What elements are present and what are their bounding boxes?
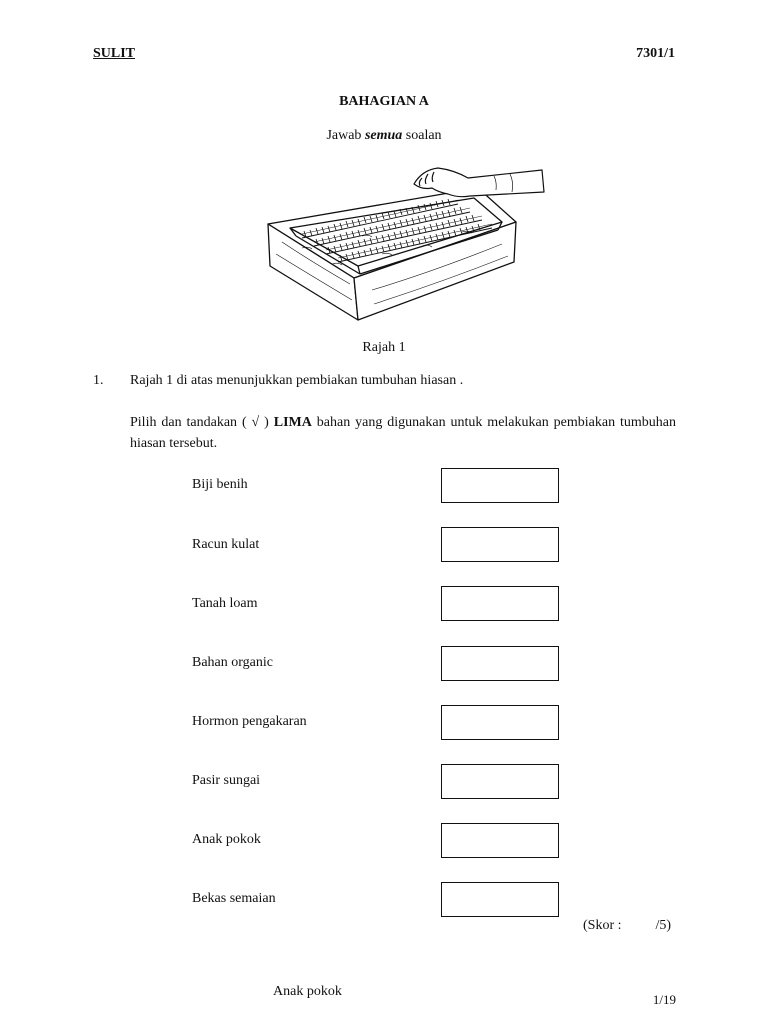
option-checkbox[interactable]: [441, 764, 559, 799]
option-label: Pasir sungai: [192, 773, 261, 788]
option-checkbox[interactable]: [441, 823, 559, 858]
option-checkbox[interactable]: [441, 468, 559, 503]
score-value: /5): [655, 918, 672, 933]
answer-instruction: [0, 128, 768, 144]
score-box: [583, 918, 671, 934]
section-title: BAHAGIAN A: [339, 94, 429, 109]
option-checkbox[interactable]: [441, 705, 559, 740]
option-label: Hormon pengakaran: [192, 714, 307, 729]
instruction-before: Jawab: [326, 128, 365, 143]
header-classification: SULIT: [93, 46, 136, 61]
question-instruction-after: bahan yang digunakan untuk melakukan pembiakan tumbuhan hiasan tersebut.: [130, 415, 676, 451]
option-label: Racun kulat: [192, 537, 260, 552]
option-label: Biji benih: [192, 477, 248, 492]
seed-tray-drawing: [262, 162, 546, 332]
question-number: 1.: [93, 373, 104, 388]
question-text: Rajah 1 di atas menunjukkan pembiakan tumbuhan hiasan .: [130, 373, 464, 388]
option-label: Bahan organic: [192, 655, 273, 670]
option-checkbox[interactable]: [441, 527, 559, 562]
option-checkbox[interactable]: [441, 882, 559, 917]
question-instruction: [130, 412, 676, 454]
option-checkbox[interactable]: [441, 586, 559, 621]
header-paper-code: 7301/1: [636, 46, 675, 61]
figure-caption: Rajah 1: [362, 340, 406, 355]
question-instruction-bold: LIMA: [273, 415, 312, 430]
instruction-after: soalan: [402, 128, 442, 143]
option-label: Tanah loam: [192, 596, 258, 611]
question-instruction-before: Pilih dan tandakan ( √ ): [130, 415, 274, 430]
option-label: Anak pokok: [192, 832, 261, 847]
figure-seed-tray-illustration: [262, 162, 546, 332]
score-label: (Skor :: [583, 918, 622, 933]
instruction-emphasis: semua: [364, 128, 403, 143]
footer-text: Anak pokok: [273, 984, 342, 999]
option-checkbox[interactable]: [441, 646, 559, 681]
page-number: 1/19: [652, 992, 676, 1007]
option-label: Bekas semaian: [192, 891, 276, 906]
